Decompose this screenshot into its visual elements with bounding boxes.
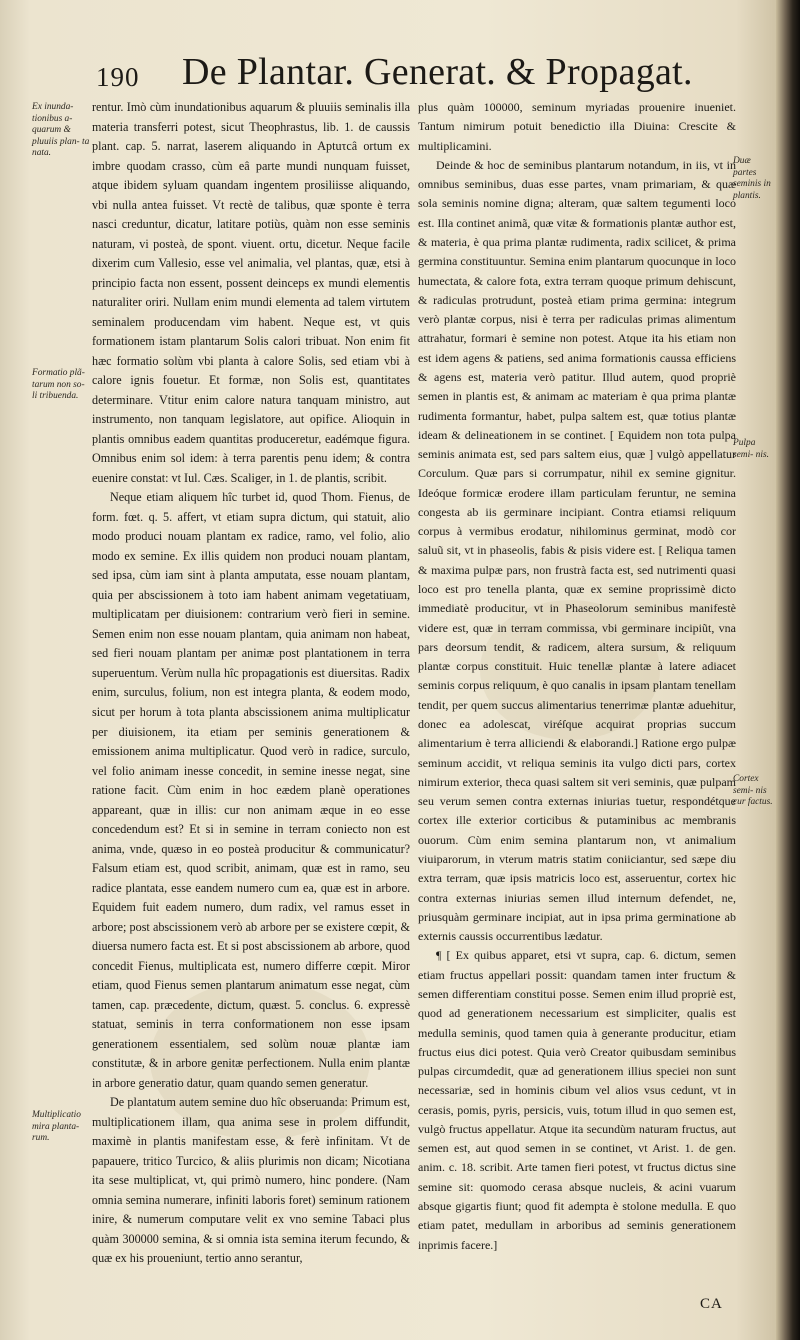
page-number: 190 <box>96 62 140 92</box>
margin-note: Ex inunda- tionibus a- quarum & pluuiis plan- ta nata. <box>32 102 90 159</box>
margin-note: Cortex semi- nis cur factus. <box>733 774 773 808</box>
catchword: CA <box>700 1296 723 1312</box>
paragraph: rentur. Imò cùm inundationibus aquarum & pluuiis seminalis illa materia transferri potest, sicut Theophrastus, lib. 1. de caussis plant. cap. 5. narrat, laserem aliquando in Aptuτcâ ortum ex imbre quodam crasso, cùm eâ parte mundi nunquam fuisset, atque ibidem syluam quandam ingentem prosiliisse aliquando, vbi nulla antea fuisset. Vt rectè de talibus, quæ sponte è terra nasci creduntur, dicatur, latitare potiùs, quàm non esse seminis naturam, vi posteà, de spont. viuent. ortu, dicetur. Neque facile dixerim cum Vallesio, esse vel animalia, vel plantas, quæ, etsi à principio facta non essent, possent deinceps ex mundi elementis naturaliter oriri. Nullam enim mundi elementa ad talem virtutem seminalem producendam vim habent. Neque est, vt quis formationem istam plantarum Solis calori tribuat. Non enim fit hæc formatio solùm vbi planta à calore Solis, sed etiam vbi à calore ignis fouetur. Et formæ, non Solis est, quantitates determinare. Vtitur enim calore natura tanquam ministro, aut instrumento, non tanquam legislatore, aut opifice. Alioquin in plantis omnibus eadem quantitas produceretur, eadémque figura. Omnibus enim sol idem: à terra parentis penu idem; & contra euenire constat: vt Iul. Cæs. Scaliger, in 1. de plantis, scribit. <box>92 100 410 485</box>
running-title: De Plantar. Generat. & Propagat. <box>182 51 693 93</box>
text-column-left <box>92 98 410 1269</box>
margin-note: Formatio plã- tarum non so- li tribuenda. <box>32 368 85 402</box>
paragraph: Deinde & hoc de seminibus plantarum notandum, in iis, vt in omnibus seminibus, duas esse partes, vnam primariam, & quæ sola seminis nomine digna; alteram, quæ saltem tegumenti loco est. Illa continet animã, quæ vitæ & formationis plantæ author est, & materia, è qua prima plantæ rudimenta, radix scilicet, & prima germina constituuntur. Semina enim plantarum quocunque in loco humectata, & calore fota, extra terram quoque primum dehiscunt, & radiculas protrudunt, posteà etiam prima germina: integrum verò plantæ corpus, nisi è terra per radiculas primas alimentum attrahatur, formari è semine non potest. Atque ita his etiam non est idem agens & patiens, sed anima formationis caussa efficiens & agens est, materia verò patitur. Illud autem, quod propriè semen in plantis est, & animam ac materiam è qua prima plantæ rudimenta formantur, habet, pulpa saltem est, quæ totius plantæ ideam & delineationem in se continet. [ Equidem non tota pulpa seminis animata est, sed pars saltem eius, quæ ] vulgò appellatur Corculum. Quæ pars si corrumpatur, nihil ex semine gignitur. Ideóque formicæ erodere illam particulam feruntur, ne semina congesta ab iis germinare incipiant. Contra etiamsi reliquum corpus à vermibus erodatur, nihilominus germinat, modò cor saluũ sit, vt in phaseolis, fabis & pisis videre est. [ Reliqua tamen & maxima pulpæ pars, non frustrà facta est, sed nutrimenti quasi loco est pro tenella planta, quæ ex semine proprissimè dicto immediatè producitur, vt in Phaseolorum seminibus manifestè videre est, quæ in terram commissa, vbi germinare incipiũt, vna pars deorsum tendit, & radicem, altera sursum, & reliquum plantæ corpus constituit. Huic tenellæ plantæ à latere adiacet seminis corpus reliquum, è quo canalis in ipsam plantam tenellam tendit, per quem succus alimentarius tenerrimæ plantæ aduehitur, donec ea adolescat, viréſque acquirat proprias succum alimentarium è terra alliciendi & elaborandi.] Ratione ergo pulpæ seminum accidit, vt reliqua seminis ita vulgo dicti pars, cortex nimirum exterior, theca quasi saltem sit veri seminis, quæ pulpam seu verum semen contra externas iniurias tuetur, respondétque cortex ille exterior corticibus & putaminibus ac membranis ouorum. Cùm enim semina plantarum non, vt animalium viuiparorum, in vterum matris statim coniiciantur, sed sæpe diu extra terram, quæ ipsis matricis loco est, asseruentur, cortex hic contra externas iniurias semen illud internum defendet, ne, priusquàm germinare incipiat, aut in ipsa prima germinatione ab externis caussis occurrentibus lædatur. <box>418 157 736 944</box>
paragraph: plus quàm 100000, seminum myriadas prouenire inueniet. Tantum nimirum potuit benedictio illa Diuina: Crescite & multiplicamini. <box>418 100 736 153</box>
paragraph: De plantatum autem semine duo hîc obseruanda: Primum est, multiplicationem illam, qua anima sese in prolem diffundit, maximè in plantis manifestam esse, & ferè infinitam. Vt de papauere, tritico Turcico, & aliis plurimis non dicam; Nicotiana ita sese multiplicat, vt, qui primò numero, hinc pondere. (Nam omnia semina numerare, infiniti laboris foret) seminum rationem inire, & numerum computare velit ex vno semine Tabaci plus quàm 300000 semina, & si omnia ista semina iterum fecundo, & quæ ex his proueniunt, tertio anno serantur, <box>92 1095 410 1266</box>
margin-note: Pulpa semi- nis. <box>733 438 769 460</box>
page-header <box>96 50 693 98</box>
margin-note: Duæ partes seminis in plantis. <box>733 156 771 201</box>
paragraph: ¶ [ Ex quibus apparet, etsi vt supra, cap. 6. dictum, semen etiam fructus appellari possit: quandam tamen inter fructum & semen differentiam constitui posse. Semen enim illud propriè est, quod ad generationem necessarium est simpliciter, qualis est medulla seminis, quod tamen quia à generante producitur, etiam fructus eius dici potest. Quia verò Creator quibusdam seminibus pulpas circumdedit, quæ ad generationem illius speciei non sunt necessariæ, sed in hominis cibum vel alios vsus cedunt, vt in cerasis, pomis, pyris, persicis, vuis, totum illud in quo semen est, vulgò fructus appellatur. Atque ita secundùm naturam fructus, aut semen est, aut quod semen in se continet, vt Arist. 1. de gen. anim. c. 18. scribit. Arte tamen fieri potest, vt fructus dictus sine semine sit: quomodo cerasa absque nucleis, & acini vuarum absque gigartis fiunt; quod fit adempta è stolone medulla. E quo etiam patet, medullam in arboribus ad seminis generationem inprimis facere.] <box>418 948 736 1252</box>
paragraph: Neque etiam aliquem hîc turbet id, quod Thom. Fienus, de form. fœt. q. 5. affert, vt etiam supra dictum, qui statuit, alio modo produci nouam plantam ex radice, ramo, vel folio, alio modo ex semine. Ex illis quidem non produci nouam plantam, sed ipsa, cùm iam sint à planta amputata, esse nouam plantam, quia per abscissionem à toto iam habent animam vegetatiuam, multiplicatam per diuisionem: contrarium verò fieri in semine. Semen enim non esse nouam plantam, quia animam non habeat, sed fieri nouam plantam per animæ post plantationem in terra superuentum. Verùm nulla hîc propagationis est diuersitas. Radix enim, surculus, folium, non est integra planta, & eodem modo, sicut per horum à tota planta abscissionem anima multiplicatur per diuisionem, ita etiam per seminis generationem & emissionem anima multiplicatur. Quod verò in radice, surculo, vel folio animam inesse concedit, in semine inesse negat, sine ratione facit. Cùm enim in hoc eædem planè operationes appareant, quæ in illis: cur non animam æque in eo esse concedendum est? Et si in semine in terram coniecto non est anima, vnde, quæso in eo posteà producitur & communicatur? Falsum etiam est, quod scribit, animam, quæ est in ramo, seu radice plantata, esse eandem numero cum ea, quæ est in arbore. Equidem fuit eadem numero, dum radix, vel ramus esset in arbore; post abscissionem verò ab arbore per se existere cœpit, & diuersa numero facta est. Et si post abscissionem ab arbore, quod concedit Fienus, multiplicata est, numero differre cœpit. Miror etiam, quod Fienus semen plantarum animatum esse negat, cùm tamen, cap. præcedente, dictum, quæst. 5. conclus. 6. expressè statuat, seminis in terra conformationem non esse ipsam generationem essentialem, sed solùm nouæ plantæ iam constitutæ, & in arbore genitæ perfectionem. Nulla enim plantæ in arbore generatio datur, quam quando semen generatur. <box>92 490 410 1090</box>
book-spine-shadow <box>776 0 800 1340</box>
text-column-right <box>418 98 736 1255</box>
margin-note: Multiplicatio mira planta- rum. <box>32 1110 81 1144</box>
